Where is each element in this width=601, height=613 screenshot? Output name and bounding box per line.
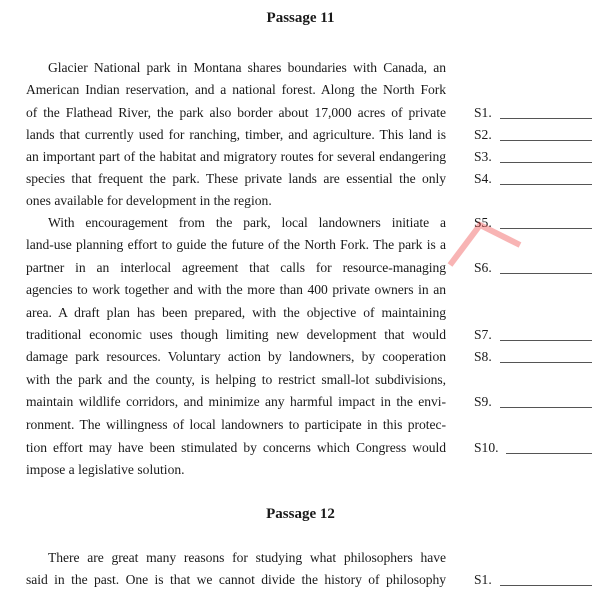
text-line: There are great many reasons for studying what philosophers have: [48, 550, 446, 565]
answer-blank-s8[interactable]: [474, 347, 592, 367]
text-line: species that frequent the park. These private lands are essential the only: [26, 171, 446, 186]
text-line: said in the past. One is that we cannot divide the history of philosophy: [26, 572, 446, 587]
text-line: Glacier National park in Montana shares boundaries with Canada, an: [48, 60, 446, 75]
text-line: agencies to work together and with the more than 400 private owners in an: [26, 282, 446, 297]
answer-blank-s3[interactable]: [474, 147, 592, 167]
answer-label: S2.: [474, 127, 492, 142]
answer-label: S6.: [474, 260, 492, 275]
text-line: with the park and the county, is helping to restrict small-lot subdivisions,: [26, 372, 446, 387]
answer-blank-s4[interactable]: [474, 169, 592, 189]
text-line: damage park resources. Voluntary action by landowners, by cooperation: [26, 349, 446, 364]
passage-11-title: Passage 11: [266, 10, 335, 26]
answer-blank-p12-s1[interactable]: [474, 570, 592, 590]
text-line: ronment. The willingness of local landowners to participate in this protec-: [26, 417, 446, 432]
answer-label: S4.: [474, 171, 492, 186]
text-line: ones available for development in the region.: [26, 193, 272, 208]
answer-label: S5.: [474, 215, 492, 230]
answer-label: S1.: [474, 105, 492, 120]
text-line: traditional economic uses though limiting new development that would: [26, 327, 446, 342]
text-line: American Indian reservation, and a national forest. Along the North Fork: [26, 82, 446, 97]
text-line: of the Flathead River, the park also border about 17,000 acres of private: [26, 105, 446, 120]
answer-blank-s10[interactable]: [474, 438, 592, 458]
text-line: an important part of the habitat and migratory routes for several endangering: [26, 149, 446, 164]
text-line: area. A draft plan has been prepared, with the objective of maintaining: [26, 305, 446, 320]
answer-label: S8.: [474, 349, 492, 364]
passage-12-title: Passage 12: [266, 506, 335, 522]
answer-blank-s7[interactable]: [474, 325, 592, 345]
answer-blank-s9[interactable]: [474, 392, 592, 412]
answer-label: S7.: [474, 327, 492, 342]
answer-blank-s1[interactable]: [474, 103, 592, 123]
answer-label: S3.: [474, 149, 492, 164]
answer-label: S10.: [474, 440, 499, 455]
answer-blank-s2[interactable]: [474, 125, 592, 145]
answer-blank-s6[interactable]: [474, 258, 592, 278]
text-line: impose a legislative solution.: [26, 462, 185, 477]
text-line: partner in an interlocal agreement that calls for resource-managing: [26, 260, 446, 275]
answer-blank-s5[interactable]: [474, 213, 592, 233]
text-line: maintain wildlife corridors, and minimize any harmful impact in the envi-: [26, 394, 446, 409]
answer-label: S1.: [474, 572, 492, 587]
text-line: tion effort may have been stimulated by concerns which Congress would: [26, 440, 446, 455]
text-line: lands that currently used for ranching, timber, and agriculture. This land is: [26, 127, 446, 142]
text-line: land-use planning effort to guide the future of the North Fork. The park is a: [26, 237, 446, 252]
answer-label: S9.: [474, 394, 492, 409]
text-line: With encouragement from the park, local landowners initiate a: [48, 215, 446, 230]
